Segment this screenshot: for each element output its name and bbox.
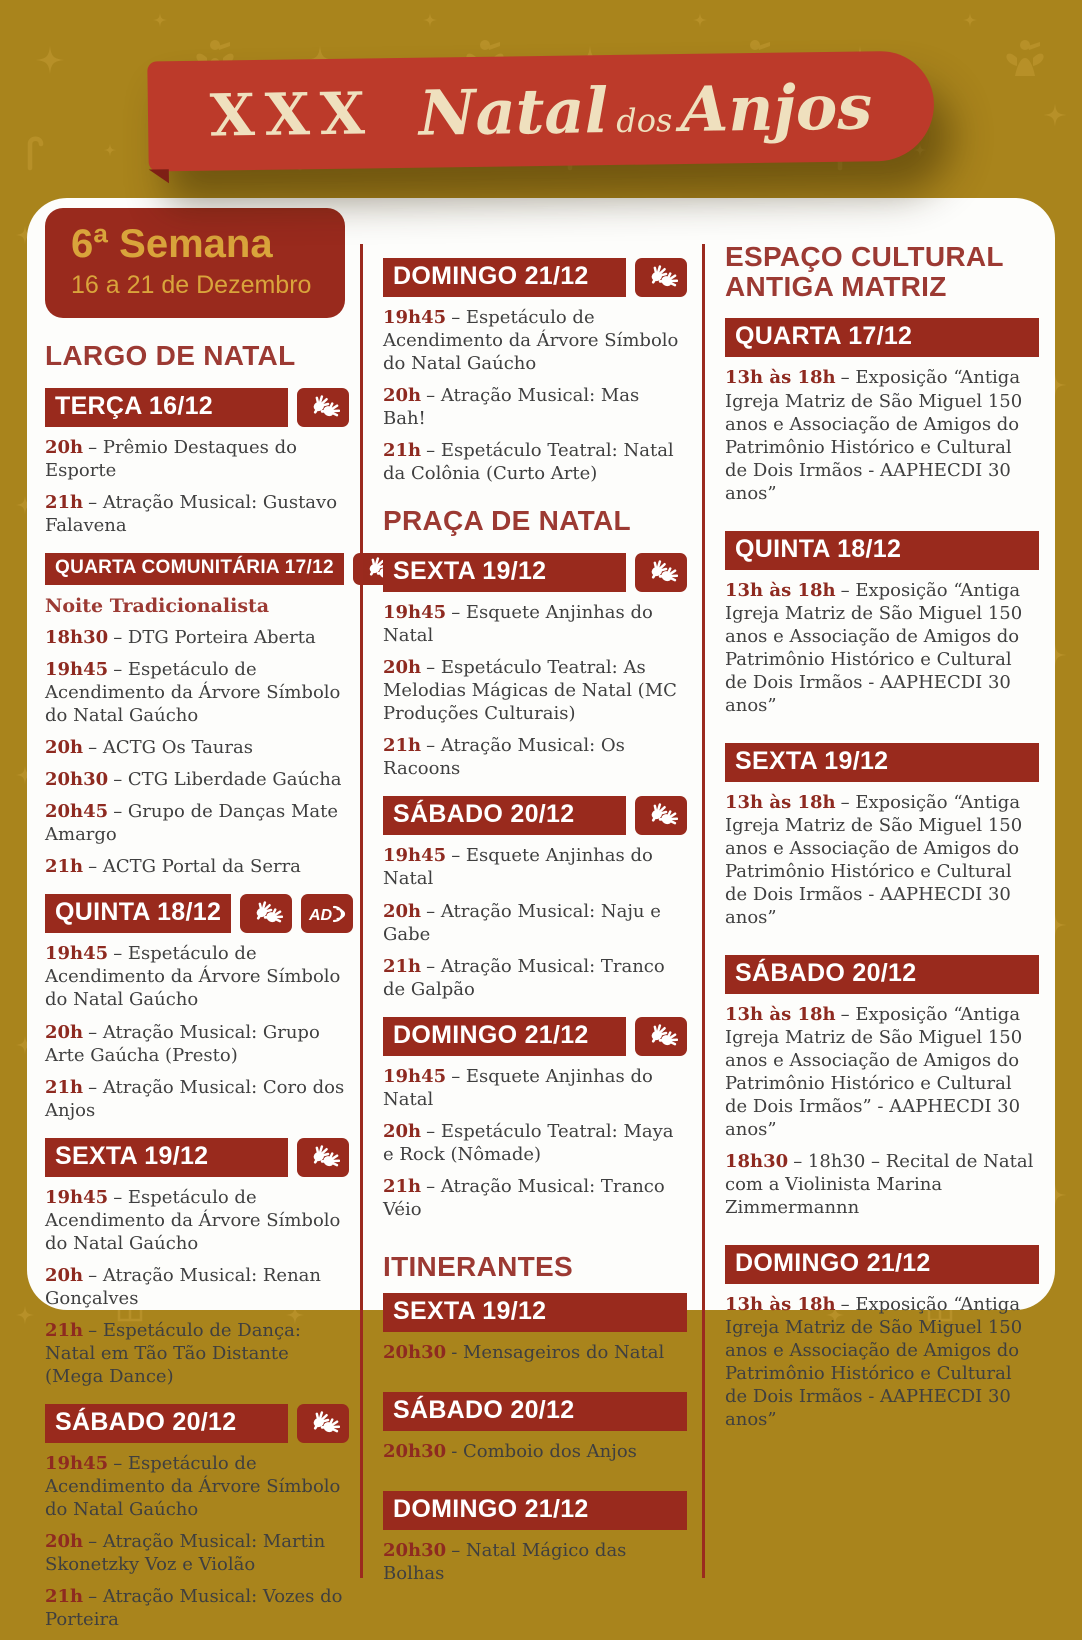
event-desc: – Espetáculo de Acendimento da Árvore Símbolo do Natal Gaúcho <box>45 659 341 727</box>
day-header <box>725 743 1039 782</box>
event-time: 20h <box>383 385 422 407</box>
event-item <box>383 384 687 430</box>
event-time: 20h <box>45 1530 84 1552</box>
event-desc: – Espetáculo de Acendimento da Árvore Símbolo do Natal Gaúcho <box>45 1186 341 1254</box>
event-desc: – Atração Musical: Renan Gonçalves <box>45 1264 321 1309</box>
day-section-sexta-19-12 <box>383 553 687 780</box>
event-time: 20h <box>45 1021 84 1043</box>
day-section-domingo-21-12-praca <box>383 1017 687 1221</box>
event-time: 21h <box>383 955 422 977</box>
event-item <box>45 800 349 846</box>
event-time: 20h30 <box>383 1341 447 1363</box>
event-time: 20h30 <box>383 1440 447 1462</box>
event-desc: – Espetáculo de Acendimento da Árvore Símbolo do Natal Gaúcho <box>45 943 341 1011</box>
venue-heading-largo-de-natal: LARGO DE NATAL <box>45 340 296 371</box>
event-item <box>725 1150 1039 1219</box>
event-item <box>45 1076 349 1122</box>
event-desc: – Espetáculo de Acendimento da Árvore Símbolo do Natal Gaúcho <box>45 1452 341 1520</box>
venue-heading-praca-de-natal: PRAÇA DE NATAL <box>383 505 631 537</box>
event-time: 20h30 <box>45 769 109 791</box>
libras-icon <box>635 553 687 592</box>
libras-icon <box>297 388 349 427</box>
event-time: 20h <box>45 437 84 458</box>
libras-icon <box>240 894 292 933</box>
event-time: 21h <box>45 1319 84 1341</box>
event-item <box>45 1319 349 1388</box>
section-note: Noite Tradicionalista <box>45 595 270 618</box>
event-time: 19h45 <box>45 659 109 681</box>
day-header <box>383 796 687 835</box>
event-item <box>383 955 687 1001</box>
event-item <box>45 768 349 791</box>
column-espaco-cultural <box>703 198 1055 1640</box>
day-label: QUINTA 18/12 <box>45 894 231 933</box>
event-desc: – Exposição “Antiga Igreja Matriz de São Miguel 150 anos e Associação de Amigos do Patrimônio Histórico e Cultural de Dois Irmãos - AAPHECDI 30 anos” <box>725 791 1023 928</box>
week-badge <box>45 208 345 318</box>
event-item <box>45 491 349 537</box>
venue-heading-espaco-cultural <box>725 242 1039 302</box>
event-item <box>45 1264 349 1310</box>
day-header <box>383 1392 687 1431</box>
event-desc: – Espetáculo de Dança: Natal em Tão Tão Distante (Mega Dance) <box>45 1319 301 1387</box>
day-section-quarta-17-12 <box>725 318 1039 504</box>
event-item <box>383 844 687 890</box>
event-time: 19h45 <box>383 1065 447 1087</box>
libras-icon <box>297 1404 349 1443</box>
event-time: 21h <box>45 1586 84 1608</box>
week-dates: 16 a 21 de Dezembro <box>71 271 312 299</box>
libras-icon <box>297 1138 349 1177</box>
event-item <box>725 366 1039 504</box>
day-section-sexta-19-12 <box>45 1138 349 1388</box>
event-item <box>383 1065 687 1111</box>
event-time: 19h45 <box>45 1186 109 1208</box>
day-section-itinerantes-sexta <box>383 1293 687 1364</box>
event-time: 13h às 18h <box>725 367 836 389</box>
event-item <box>383 1120 687 1166</box>
event-time: 20h <box>383 900 422 922</box>
day-section-quinta-18-12 <box>45 894 349 1121</box>
event-desc: – Espetáculo Teatral: As Melodias Mágicas de Natal (MC Produções Culturais) <box>383 657 677 725</box>
day-label: SEXTA 19/12 <box>725 743 1039 782</box>
day-section-quinta-18-12 <box>725 531 1039 717</box>
day-header <box>725 318 1039 357</box>
day-section-domingo-21-12 <box>725 1245 1039 1431</box>
title-anjos: Anjos <box>679 69 873 146</box>
event-desc: – Atração Musical: Os Racoons <box>383 735 625 780</box>
event-time: 18h30 <box>45 627 109 649</box>
event-desc: – 18h30 – Recital de Natal com a Violinista Marina Zimmermannn <box>725 1151 1034 1219</box>
day-header <box>45 388 349 427</box>
event-item <box>45 855 349 878</box>
day-header <box>45 553 349 585</box>
event-desc: – Atração Musical: Tranco de Galpão <box>383 955 665 1000</box>
schedule-card <box>27 198 1055 1631</box>
event-time: 13h às 18h <box>725 1294 836 1316</box>
edition-roman-numeral: XXX <box>209 79 376 150</box>
day-label: SEXTA 19/12 <box>45 1138 288 1177</box>
event-time: 20h <box>383 657 422 679</box>
day-label: SÁBADO 20/12 <box>45 1404 288 1443</box>
day-label: QUARTA COMUNITÁRIA 17/12 <box>45 553 344 585</box>
day-label: DOMINGO 21/12 <box>383 1017 626 1056</box>
venue-line-1: ESPAÇO CULTURAL <box>725 241 1004 272</box>
event-desc: - Comboio dos Anjos <box>451 1440 637 1462</box>
day-label: DOMINGO 21/12 <box>383 258 626 297</box>
day-label: SEXTA 19/12 <box>383 1293 687 1332</box>
event-desc: – Grupo de Danças Mate Amargo <box>45 801 339 846</box>
event-item <box>45 942 349 1011</box>
event-item <box>383 1341 687 1364</box>
libras-icon <box>635 796 687 835</box>
day-header <box>383 553 687 592</box>
event-time: 20h <box>45 1264 84 1286</box>
event-desc: – Esquete Anjinhas do Natal <box>383 845 653 890</box>
event-time: 21h <box>383 440 422 462</box>
event-desc: – Natal Mágico das Bolhas <box>383 1539 627 1584</box>
event-time: 19h45 <box>45 943 109 965</box>
event-item <box>45 626 349 649</box>
event-item <box>45 1186 349 1255</box>
day-label: TERÇA 16/12 <box>45 388 288 427</box>
event-time: 21h <box>383 1175 422 1197</box>
day-section-domingo-21-12 <box>383 258 687 485</box>
event-item <box>383 734 687 780</box>
event-item <box>725 791 1039 929</box>
event-desc: – ACTG Portal da Serra <box>88 856 301 878</box>
event-time: 19h45 <box>45 1452 109 1474</box>
event-desc: – Atração Musical: Grupo Arte Gaúcha (Presto) <box>45 1021 320 1066</box>
event-time: 21h <box>45 492 84 514</box>
event-item <box>45 1530 349 1576</box>
event-desc: – Espetáculo Teatral: Maya e Rock (Nômade) <box>383 1120 674 1165</box>
day-label: SÁBADO 20/12 <box>383 796 626 835</box>
day-header <box>45 1138 349 1177</box>
ad-label: AD <box>309 906 333 924</box>
event-item <box>45 736 349 759</box>
event-item <box>383 1175 687 1221</box>
event-item <box>45 1585 349 1631</box>
week-title: 6ª Semana <box>71 222 273 266</box>
day-label: SEXTA 19/12 <box>383 553 626 592</box>
event-time: 20h45 <box>45 801 109 823</box>
event-desc: – Atração Musical: Mas Bah! <box>383 385 640 430</box>
libras-icon <box>635 1017 687 1056</box>
title-natal: Natal <box>418 73 609 150</box>
event-desc: – Atração Musical: Tranco Véio <box>383 1175 665 1220</box>
event-item <box>383 439 687 485</box>
event-time: 13h às 18h <box>725 791 836 813</box>
event-item <box>725 579 1039 717</box>
day-section-sabado-20-12 <box>725 955 1039 1219</box>
event-time: 18h30 <box>725 1151 789 1173</box>
day-header <box>45 894 349 933</box>
event-item <box>45 1021 349 1067</box>
event-desc: – Atração Musical: Coro dos Anjos <box>45 1076 345 1121</box>
day-header <box>725 1245 1039 1284</box>
event-desc: – Atração Musical: Naju e Gabe <box>383 900 661 945</box>
day-label: DOMINGO 21/12 <box>725 1245 1039 1284</box>
event-desc: – Prêmio Destaques do Esporte <box>45 437 297 482</box>
day-label: DOMINGO 21/12 <box>383 1491 687 1530</box>
event-time: 20h <box>45 737 84 759</box>
title-dos: dos <box>615 100 673 140</box>
column-praca-itinerantes <box>361 198 703 1640</box>
event-desc: – Esquete Anjinhas do Natal <box>383 1065 653 1110</box>
day-header <box>725 531 1039 570</box>
event-item <box>383 900 687 946</box>
day-section-itinerantes-domingo <box>383 1491 687 1585</box>
event-time: 13h às 18h <box>725 1004 836 1026</box>
event-desc: – Espetáculo Teatral: Natal da Colônia (Curto Arte) <box>383 440 674 485</box>
event-time: 19h45 <box>383 602 447 624</box>
event-desc: – Espetáculo de Acendimento da Árvore Símbolo do Natal Gaúcho <box>383 307 679 375</box>
venue-heading-itinerantes: ITINERANTES <box>383 1250 573 1282</box>
event-item <box>383 306 687 375</box>
day-section-terca-16-12 <box>45 388 349 537</box>
event-time: 20h <box>383 1120 422 1142</box>
event-item <box>725 1003 1039 1141</box>
event-item <box>45 658 349 727</box>
day-label: SÁBADO 20/12 <box>725 955 1039 994</box>
day-header <box>45 1404 349 1443</box>
event-item <box>383 1539 687 1585</box>
event-item <box>383 656 687 725</box>
venue-line-2: ANTIGA MATRIZ <box>725 271 947 303</box>
event-item <box>725 1293 1039 1431</box>
event-time: 13h às 18h <box>725 579 836 601</box>
event-time: 19h45 <box>383 307 447 328</box>
event-desc: – Exposição “Antiga Igreja Matriz de São Miguel 150 anos e Associação de Amigos do Patrimônio Histórico e Cultural de Dois Irmãos - AAPHECDI 30 anos” <box>725 367 1023 504</box>
day-label: QUINTA 18/12 <box>725 531 1039 570</box>
day-header <box>725 955 1039 994</box>
event-desc: – ACTG Os Tauras <box>88 737 253 759</box>
day-header <box>383 1017 687 1056</box>
event-desc: – DTG Porteira Aberta <box>113 627 316 649</box>
event-item <box>45 436 349 482</box>
event-item <box>383 601 687 647</box>
column-largo-de-natal <box>27 198 361 1640</box>
event-time: 19h45 <box>383 845 447 867</box>
day-section-itinerantes-sabado <box>383 1392 687 1463</box>
libras-icon <box>635 258 687 297</box>
day-header <box>383 1491 687 1530</box>
event-desc: – CTG Liberdade Gaúcha <box>113 769 342 791</box>
event-desc: - Mensageiros do Natal <box>451 1341 665 1363</box>
event-desc: – Exposição “Antiga Igreja Matriz de São Miguel 150 anos e Associação de Amigos do Patrimônio Histórico e Cultural de Dois Irmãos - AAPHECDI 30 anos” <box>725 1294 1023 1431</box>
event-desc: – Atração Musical: Vozes do Porteira <box>45 1586 343 1631</box>
event-desc: – Atração Musical: Gustavo Falavena <box>45 492 338 537</box>
event-time: 20h30 <box>383 1539 447 1561</box>
event-time: 21h <box>383 735 422 757</box>
event-desc: – Exposição “Antiga Igreja Matriz de São Miguel 150 anos e Associação de Amigos do Patrimônio Histórico e Cultural de Dois Irmãos - AAPHECDI 30 anos” <box>725 579 1023 716</box>
event-desc: – Atração Musical: Martin Skonetzky Voz e Violão <box>45 1530 326 1575</box>
day-section-sabado-20-12 <box>383 796 687 1000</box>
day-section-sabado-20-12 <box>45 1404 349 1631</box>
event-item <box>45 1452 349 1521</box>
event-item <box>383 1440 687 1463</box>
day-header <box>383 258 687 297</box>
event-desc: – Esquete Anjinhas do Natal <box>383 602 653 647</box>
day-label: SÁBADO 20/12 <box>383 1392 687 1431</box>
title-ribbon <box>147 51 934 172</box>
day-section-sexta-19-12 <box>725 743 1039 929</box>
day-section-quarta-comunitaria-17-12 <box>45 553 349 878</box>
event-time: 21h <box>45 1076 84 1098</box>
day-header <box>383 1293 687 1332</box>
audio-description-icon <box>301 894 353 933</box>
day-label: QUARTA 17/12 <box>725 318 1039 357</box>
event-title <box>418 70 872 149</box>
event-desc: – Exposição “Antiga Igreja Matriz de São Miguel 150 anos e Associação de Amigos do Patrimônio Histórico e Cultural de Dois Irmãos” - AAPHECDI 30 anos” <box>725 1004 1023 1141</box>
event-time: 21h <box>45 856 84 878</box>
